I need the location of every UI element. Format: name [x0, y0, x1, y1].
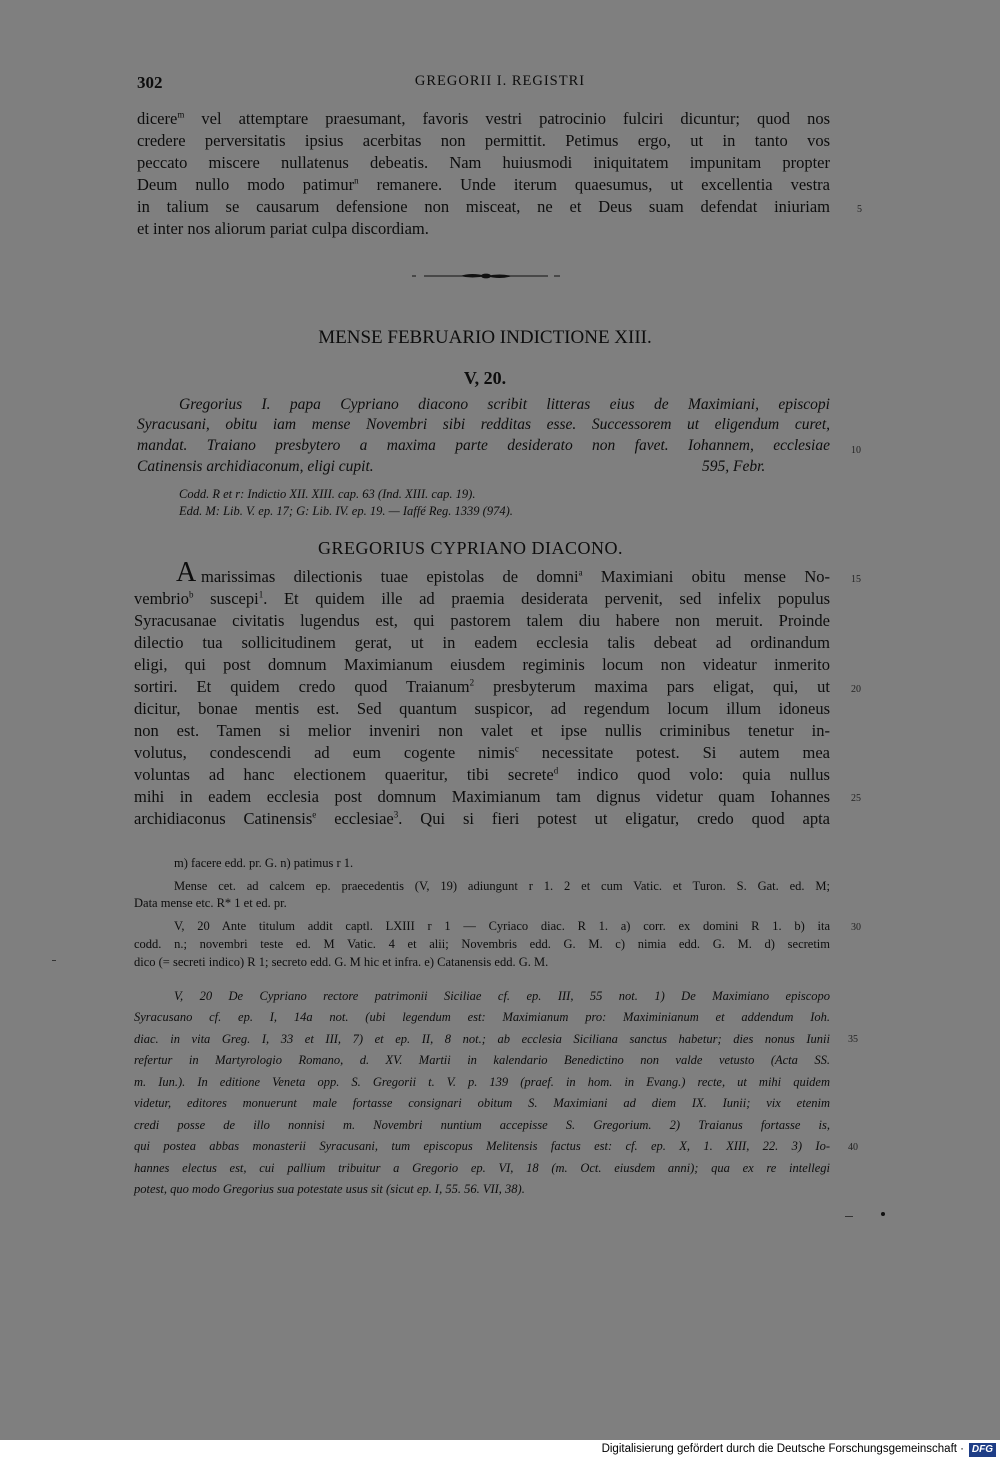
top-text-line: credere perversitatis ipsius acerbitas non permittit. Petimus ergo, ut in tanto vos — [137, 131, 830, 150]
apparatus-line: Data mense etc. R* 1 et ed. pr. — [134, 896, 287, 910]
footer-credit: Digitalisierung gefördert durch die Deutsche Forschungsgemeinschaft · — [601, 1443, 964, 1455]
commentary-line: credi posse de illo nonnisi m. Novembri nuntium accepisse S. Gregorium. 2) Traianus fortasse is, — [134, 1118, 830, 1132]
letter-line: Syracusanae civitatis lugendus est, qui pastorem talem diu habere non meruit. Proinde — [134, 611, 830, 630]
letter-line: voluntas ad hanc electionem quaeritur, tibi secrete$^d$ indico quod volo: quia nullus — [134, 765, 830, 784]
dfg-logo: DFG — [969, 1443, 996, 1457]
commentary-line: potest, quo modo Gregorius sua potestate usus sit (sicut ep. I, 55. 56. VII, 38). — [134, 1182, 525, 1196]
letter-line: marissimas dilectionis tuae epistolas de domni$^a$ Maximiani obitu mense No- — [201, 567, 830, 586]
line-number: 30 — [851, 922, 861, 933]
line-number: 10 — [851, 445, 861, 456]
commentary-line: qui postea abbas monasterii Syracusani, tum episcopus Melitensis factus est: cf. ep. X, 1. XIII, 22. 3) Io- — [134, 1139, 830, 1153]
scan-speck — [52, 960, 56, 961]
scan-speck — [881, 1212, 885, 1216]
footer-bar — [0, 1440, 1000, 1461]
letter-line: vembrio$^b$ suscepi$^1$. Et quidem ille ad praemia desiderata pervenit, sed infelix populus — [134, 589, 831, 608]
commentary-line: videtur, editores monuerunt male fortasse consignari obitum S. Maximiani ad diem IX. Iunii; vix etenim — [134, 1096, 830, 1110]
line-number: 5 — [857, 204, 862, 215]
line-number: 40 — [848, 1142, 858, 1153]
letter-line: archidiaconus Catinensis$^e$ ecclesiae$^3$. Qui si fieri potest ut eligatur, credo quod apta — [134, 809, 831, 828]
commentary-line: diac. in vita Greg. I, 33 et III, 7) et ep. II, 8 not.; ab ecclesia Siciliana sanctus habetur; dies nonus Iunii — [134, 1032, 830, 1046]
running-title: GREGORII I. REGISTRI — [414, 73, 586, 89]
commentary-line: V, 20 De Cypriano rectore patrimonii Siciliae cf. ep. III, 55 not. 1) De Maximiano episcopo — [174, 989, 830, 1003]
apparatus-line: m) facere edd. pr. G. n) patimus r 1. — [174, 856, 354, 870]
apparatus-line: codd. n.; novembri teste ed. M Vatic. 4 et alii; Novembris edd. G. M. c) nimia edd. G. M. d) secretim — [134, 937, 830, 951]
section-title: MENSE FEBRUARIO INDICTIONE XIII. — [318, 327, 652, 348]
ornament-divider — [410, 270, 562, 282]
summary-line: mandat. Traiano presbytero a maxima parte desiderato non favet. Iohannem, ecclesiae — [137, 437, 830, 454]
letter-line: dicitur, bonae mentis est. Sed quantum suspicor, ad regendum locum illum idoneus — [134, 699, 830, 718]
page-number: 302 — [137, 73, 163, 92]
summary-line: Syracusani, obitu iam mense Novembri sibi redditas esse. Successorem ut eligendum curet, — [137, 416, 830, 433]
letter-address: GREGORIUS CYPRIANO DIACONO. — [318, 538, 624, 558]
line-number: 20 — [851, 684, 861, 695]
line-number: 35 — [848, 1034, 858, 1045]
top-text-line: dicere$^m$ vel attemptare praesumant, favoris vestri patrocinio fulciri dicuntur; quod nos — [137, 109, 830, 128]
letter-line: non est. Tamen si melior inveniri non valet et ipse nullis criminibus tenetur in- — [134, 721, 830, 740]
top-text-line: Deum nullo modo patimur$^n$ remanere. Unde iterum quaesumus, ut excellentia vestra — [137, 175, 830, 194]
summary-line: Gregorius I. papa Cypriano diacono scribit litteras eius de Maximiani, episcopi — [179, 396, 830, 413]
sources-line: Edd. M: Lib. V. ep. 17; G: Lib. IV. ep. 19. — Iaffé Reg. 1339 (974). — [179, 504, 513, 518]
commentary-line: hannes electus est, cui pallium tribuitur a Gregorio ep. VI, 18 (m. Oct. eiusdem anni); qua ex re intellegi — [134, 1161, 830, 1175]
sources-line: Codd. R et r: Indictio XII. XIII. cap. 63 (Ind. XIII. cap. 19). — [179, 487, 476, 501]
top-text-line: peccato miscere nullatenus debeatis. Nam huiusmodi iniquitatem impunitam propter — [137, 153, 830, 172]
letter-line: volutus, condescendi ad eum cogente nimis$^c$ necessitate potest. Si autem mea — [134, 743, 830, 762]
letter-line: mihi in eadem ecclesia post domnum Maximianum tam dignus videtur quam Iohannes — [134, 787, 830, 806]
line-number: 25 — [851, 793, 861, 804]
apparatus-line: V, 20 Ante titulum addit captl. LXIII r 1 — Cyriaco diac. R 1. a) corr. ex domini R 1. b) ita — [174, 919, 830, 933]
summary-line: Catinensis archidiaconum, eligi cupit. — [137, 458, 374, 475]
apparatus-line: dico (= secreti indico) R 1; secreto edd. G. M hic et infra. e) Catanensis edd. G. M. — [134, 955, 549, 969]
letter-line: dilectio tua sollicitudinem gerat, ut in eadem ecclesia talis debeat ad ordinandum — [134, 633, 830, 652]
scan-speck — [845, 1216, 853, 1217]
summary-date: 595, Febr. — [702, 458, 766, 475]
line-number: 15 — [851, 574, 861, 585]
letter-line: eligi, qui post domnum Maximianum eiusdem regiminis locum non videatur inmerito — [134, 655, 830, 674]
letter-number: V, 20. — [463, 368, 507, 388]
commentary-line: refertur in Martyrologio Romano, d. XV. Martii in kalendario Benedictino non valde vetusto (Acta SS. — [134, 1053, 830, 1067]
apparatus-line: Mense cet. ad calcem ep. praecedentis (V, 19) adiungunt r 1. 2 et cum Vatic. et Turon. S. Gat. ed. M; — [174, 879, 830, 893]
top-text-line: in talium se causarum defensione non misceat, ne et Deus suam defendat iniuriam — [137, 197, 830, 216]
letter-line: sortiri. Et quidem credo quod Traianum$^2$ presbyterum maxima pars eligat, qui, ut — [134, 677, 830, 696]
commentary-line: m. Iun.). In editione Veneta opp. S. Gregorii t. V. p. 139 (praef. in hom. in Evang.) recte, ut mihi quidem — [134, 1075, 830, 1089]
commentary-line: Syracusano cf. ep. I, 14a not. (ubi legendum est: Maximianum pro: Maximinianum et addendum Ioh. — [134, 1010, 830, 1024]
initial-letter: A — [176, 557, 197, 588]
top-text-line: et inter nos aliorum pariat culpa discordiam. — [137, 219, 429, 238]
